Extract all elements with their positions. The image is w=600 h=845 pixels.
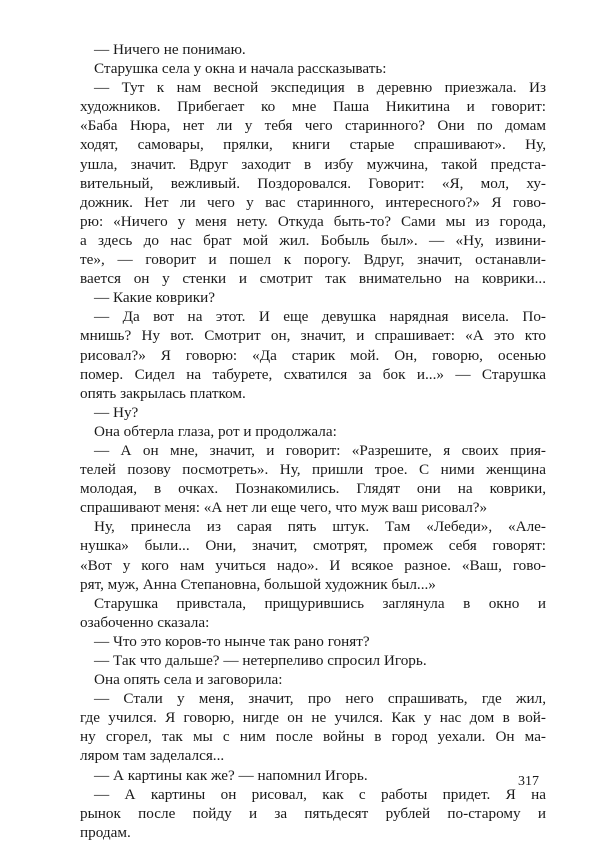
text-line: мнишь? Ну вот. Смотрит он, значит, и спрашивает: «А это кто: [80, 327, 546, 345]
text-line: «Баба Нюра, нет ли у тебя чего старинного? Они по домам: [80, 117, 546, 135]
text-line: опять закрылась платком.: [80, 384, 246, 402]
text-line: озабоченно сказала:: [80, 613, 210, 631]
page-number: 317: [518, 774, 539, 789]
text-line: — А он мне, значит, и говорит: «Разрешите, я своих прия-: [94, 441, 546, 459]
text-line: ходят, самовары, прялки, книги старые спрашивают». Ну,: [80, 136, 546, 154]
text-line: рят, муж, Анна Степановна, большой художник был...»: [80, 575, 436, 593]
text-line: вается он у стенки и смотрит так внимательно на коврики...: [80, 270, 546, 288]
text-line: вительный, вежливый. Поздоровался. Говорит: «Я, мол, ху-: [80, 174, 546, 192]
text-line: — А картины он рисовал, как с работы придет. Я на: [94, 785, 546, 803]
text-line: Она опять села и заговорила:: [94, 671, 283, 689]
text-line: — Ничего не понимаю.: [94, 41, 246, 58]
text-line: — Ну?: [94, 403, 139, 421]
text-line: спрашивают меня: «А нет ли еще чего, что муж ваш рисовал?»: [80, 499, 488, 517]
text-line: Ну, принесла из сарая пять штук. Там «Лебеди», «Але-: [94, 518, 546, 536]
text-line: продам.: [80, 823, 131, 841]
text-line: — А картины как же? — напомнил Игорь.: [94, 766, 368, 784]
text-line: те», — говорит и пошел к порогу. Вдруг, значит, останавли-: [80, 251, 546, 269]
text-line: дожник. Нет ли чего у вас старинного, интересного?» Я гово-: [80, 193, 546, 211]
text-line: где учился. Я говорю, нигде он не учился. Как у нас дом в вой-: [80, 709, 546, 727]
text-line: рю: «Ничего у меня нету. Откуда быть-то? Сами мы из города,: [80, 212, 546, 230]
text-line: художников. Прибегает ко мне Паша Никитина и говорит:: [80, 98, 546, 116]
text-line: ну сгорел, так мы с ним после войны в город уехали. Он ма-: [80, 728, 546, 746]
text-line: молодая, в очках. Познакомились. Глядят они на коврики,: [80, 480, 546, 498]
text-line: — Да вот на этот. И еще девушка нарядная висела. По-: [94, 308, 546, 326]
text-line: рисовал?» Я говорю: «Да старик мой. Он, говорю, осенью: [80, 346, 546, 364]
text-line: Она обтерла глаза, рот и продолжала:: [94, 422, 337, 440]
text-line: — Тут к нам весной экспедиция в деревню приезжала. Из: [94, 79, 546, 97]
text-line: телей позову посмотреть». Ну, пришли трое. С ними женщина: [80, 461, 546, 479]
text-line: рынок после пойду и за пятьдесят рублей по-старому и: [80, 804, 546, 822]
text-line: а здесь до нас брат мой жил. Бобыль был». — «Ну, извини-: [80, 231, 546, 249]
text-line: нушка» были... Они, значит, смотрят, промеж себя говорят:: [80, 537, 546, 555]
text-line: — Какие коврики?: [94, 289, 216, 307]
text-line: «Вот у кого нам учиться надо». И всякое разное. «Ваш, гово-: [80, 556, 546, 574]
text-line: — Стали у меня, значит, про него спрашивать, где жил,: [94, 690, 546, 708]
text-line: Старушка привстала, прищурившись заглянула в окно и: [94, 594, 546, 612]
text-line: ляром там заделался...: [80, 747, 225, 765]
page-body: [80, 40, 546, 842]
text-line: Старушка села у окна и начала рассказывать:: [94, 60, 387, 78]
text-line: — Так что дальше? — нетерпеливо спросил Игорь.: [94, 652, 427, 669]
text-line: помер. Сидел на табурете, схватился за бок и...» — Старушка: [80, 365, 546, 383]
text-line: ушла, значит. Вдруг заходит в избу мужчина, такой предста-: [80, 155, 546, 173]
text-line: — Что это коров-то нынче так рано гонят?: [94, 632, 370, 650]
